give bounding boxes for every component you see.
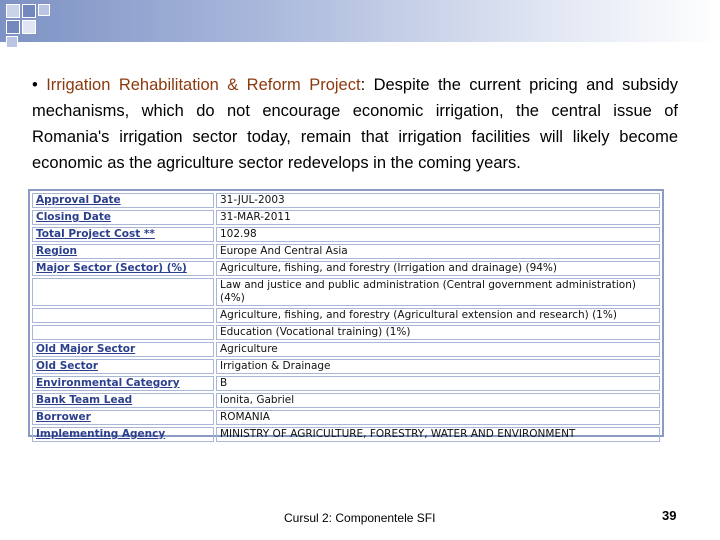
row-label[interactable]: Borrower [32, 410, 214, 425]
table-row [32, 342, 660, 357]
row-label[interactable]: Bank Team Lead [32, 393, 214, 408]
table-row [32, 393, 660, 408]
row-value: Agriculture, fishing, and forestry (Irrigation and drainage) (94%) [216, 261, 660, 276]
table-row [32, 325, 660, 340]
table-row [32, 427, 660, 442]
row-value: Europe And Central Asia [216, 244, 660, 259]
table-row [32, 193, 660, 208]
row-label[interactable]: Old Major Sector [32, 342, 214, 357]
row-value: 31-JUL-2003 [216, 193, 660, 208]
row-value: 31-MAR-2011 [216, 210, 660, 225]
table-row [32, 244, 660, 259]
table-row [32, 308, 660, 323]
row-label[interactable]: Environmental Category [32, 376, 214, 391]
table-row [32, 261, 660, 276]
row-label[interactable]: Approval Date [32, 193, 214, 208]
row-value: Agriculture [216, 342, 660, 357]
footer-course-label: Cursul 2: Componentele SFI [284, 511, 436, 525]
row-value: MINISTRY OF AGRICULTURE, FORESTRY, WATER AND ENVIRONMENT [216, 427, 660, 442]
row-label[interactable]: Region [32, 244, 214, 259]
bullet-paragraph [32, 72, 678, 176]
table-row [32, 227, 660, 242]
project-info-table [28, 189, 664, 440]
row-value: B [216, 376, 660, 391]
table-row [32, 359, 660, 374]
row-value: Education (Vocational training) (1%) [216, 325, 660, 340]
table-body [32, 193, 660, 442]
row-label [32, 325, 214, 340]
table-row [32, 410, 660, 425]
page-number: 39 [662, 508, 677, 523]
row-value: 102.98 [216, 227, 660, 242]
table-row [32, 278, 660, 306]
row-label[interactable]: Closing Date [32, 210, 214, 225]
project-title: Irrigation Rehabilitation & Reform Project [46, 76, 361, 94]
row-value: ROMANIA [216, 410, 660, 425]
row-label [32, 278, 214, 306]
title-bar-gradient [0, 0, 720, 42]
table-row [32, 376, 660, 391]
row-label[interactable]: Total Project Cost ** [32, 227, 214, 242]
row-value: Agriculture, fishing, and forestry (Agricultural extension and research) (1%) [216, 308, 660, 323]
row-label [32, 308, 214, 323]
table-row [32, 210, 660, 225]
bullet-body: : Despite the current pricing and subsidy mechanisms, which do not encourage economic irrigation, the central issue of Romania's irrigation sector today, remain that irrigation facilities will likely become economic as the agriculture sector redevelops in the coming years. [32, 76, 679, 172]
row-label[interactable]: Major Sector (Sector) (%) [32, 261, 214, 276]
row-label[interactable]: Old Sector [32, 359, 214, 374]
bullet-mark: • [32, 76, 38, 94]
row-label[interactable]: Implementing Agency [32, 427, 214, 442]
row-value: Ionita, Gabriel [216, 393, 660, 408]
row-value: Law and justice and public administration (Central government administration) (4%) [216, 278, 660, 306]
row-value: Irrigation & Drainage [216, 359, 660, 374]
